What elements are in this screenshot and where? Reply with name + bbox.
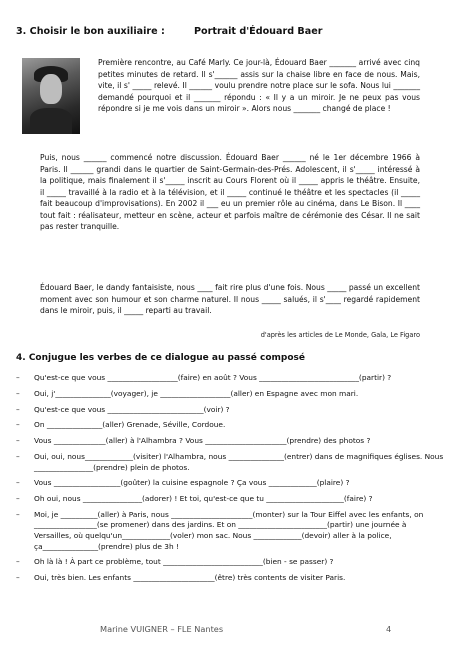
list-item: – Oui, très bien. Les enfants ______________________(être) très contents de visiter Paris. [16, 573, 346, 583]
footer-author: Marine VUIGNER – FLE Nantes [100, 624, 224, 634]
paragraph-1: Première rencontre, au Café Marly. Ce jour-là, Édouard Baer _______ arrivé avec cinq petites minutes de retard. Il s'______ assis sur la chaise libre en face de nous. Mais, vite, il s' _____ relevé. Il ______ voulu prendre notre place sur le sofa. Nous lui _______ demandé pourquoi et il _______ répondu : « Il y a un miroir. Je ne peux pas vous répondre si je me vois dans un miroir ». Alors nous _______ changé de place ! [98, 58, 420, 113]
section-3-heading: 3. Choisir le bon auxiliaire : [16, 26, 165, 37]
list-item: – Oh là là ! À part ce problème, tout ___________________________(bien - se passer) ? [16, 557, 334, 567]
page-number: 4 [386, 624, 392, 634]
photo-face [40, 74, 62, 104]
photo-shirt [30, 108, 72, 134]
list-item: – Qu'est-ce que vous ___________________(faire) en août ? Vous ___________________________(partir) ? [16, 373, 392, 382]
portrait-photo [22, 58, 80, 134]
list-item: – Vous __________________(goûter) la cuisine espagnole ? Ça vous _____________(plaire) ? [16, 478, 350, 488]
portrait-title: Portrait d'Édouard Baer [194, 26, 323, 37]
list-item: – On _______________(aller) Grenade, Séville, Cordoue. [16, 420, 226, 430]
source-credit: d'après les articles de Le Monde, Gala, Le Figaro [260, 331, 420, 339]
paragraph-2: Puis, nous ______ commencé notre discussion. Édouard Baer ______ né le 1er décembre 1966 à Paris. Il ______ grandi dans le quartier de Saint-Germain-des-Prés. Adolescent, il s'_____ intéressé à la politique, mais finalement il s'_____ inscrit au Cours Florent où il _____ appris le théâtre. Ensuite, il _____ travaillé à la radio et à la télévision, et il _____ continué le théâtre et les spectacles (il _____ fait beaucoup d'improvisations). En 2002 il ___ eu un premier rôle au cinéma, dans Le Bison. Il ____ tout fait : réalisateur, metteur en scène, acteur et parfois maître de cérémonie des César. Il ne sait pas rester tranquille. [40, 153, 420, 231]
list-item: – Moi, je __________(aller) à Paris, nous ______________________(monter) sur la Tour Eiffel avec les enfants, on _________________(se promener) dans des jardins. Et on ________________________(partir) une journée à Versailles, où quelqu'un_____________(voler) mon sac. Nous _____________(devoir) aller à la police, ça_______________(prendre) plus de 3h ! [16, 509, 424, 551]
list-item: – Oui, j'_______________(voyager), je ___________________(aller) en Espagne avec mon mari. [16, 388, 359, 398]
section-4-heading: 4. Conjugue les verbes de ce dialogue au passé composé [16, 353, 305, 363]
paragraph-3: Édouard Baer, le dandy fantaisiste, nous ____ fait rire plus d'une fois. Nous _____ passé un excellent moment avec son humour et son charme naturel. Il nous _____ salués, il s'____ regardé rapidement dans le miroir, puis, il _____ reparti au travail. [40, 283, 420, 315]
list-item: – Oh oui, nous ________________(adorer) ! Et toi, qu'est-ce que tu _____________________(faire) ? [16, 494, 373, 504]
list-item: – Vous ______________(aller) à l'Alhambra ? Vous ______________________(prendre) des photos ? [16, 436, 371, 446]
list-item: – Qu'est-ce que vous __________________________(voir) ? [16, 404, 230, 414]
list-item: – Oui, oui, nous_____________(visiter) l'Alhambra, nous _______________(entrer) dans de magnifiques églises. Nous ________________(prendre) plein de photos. [16, 451, 444, 472]
exercise-list [16, 373, 446, 589]
